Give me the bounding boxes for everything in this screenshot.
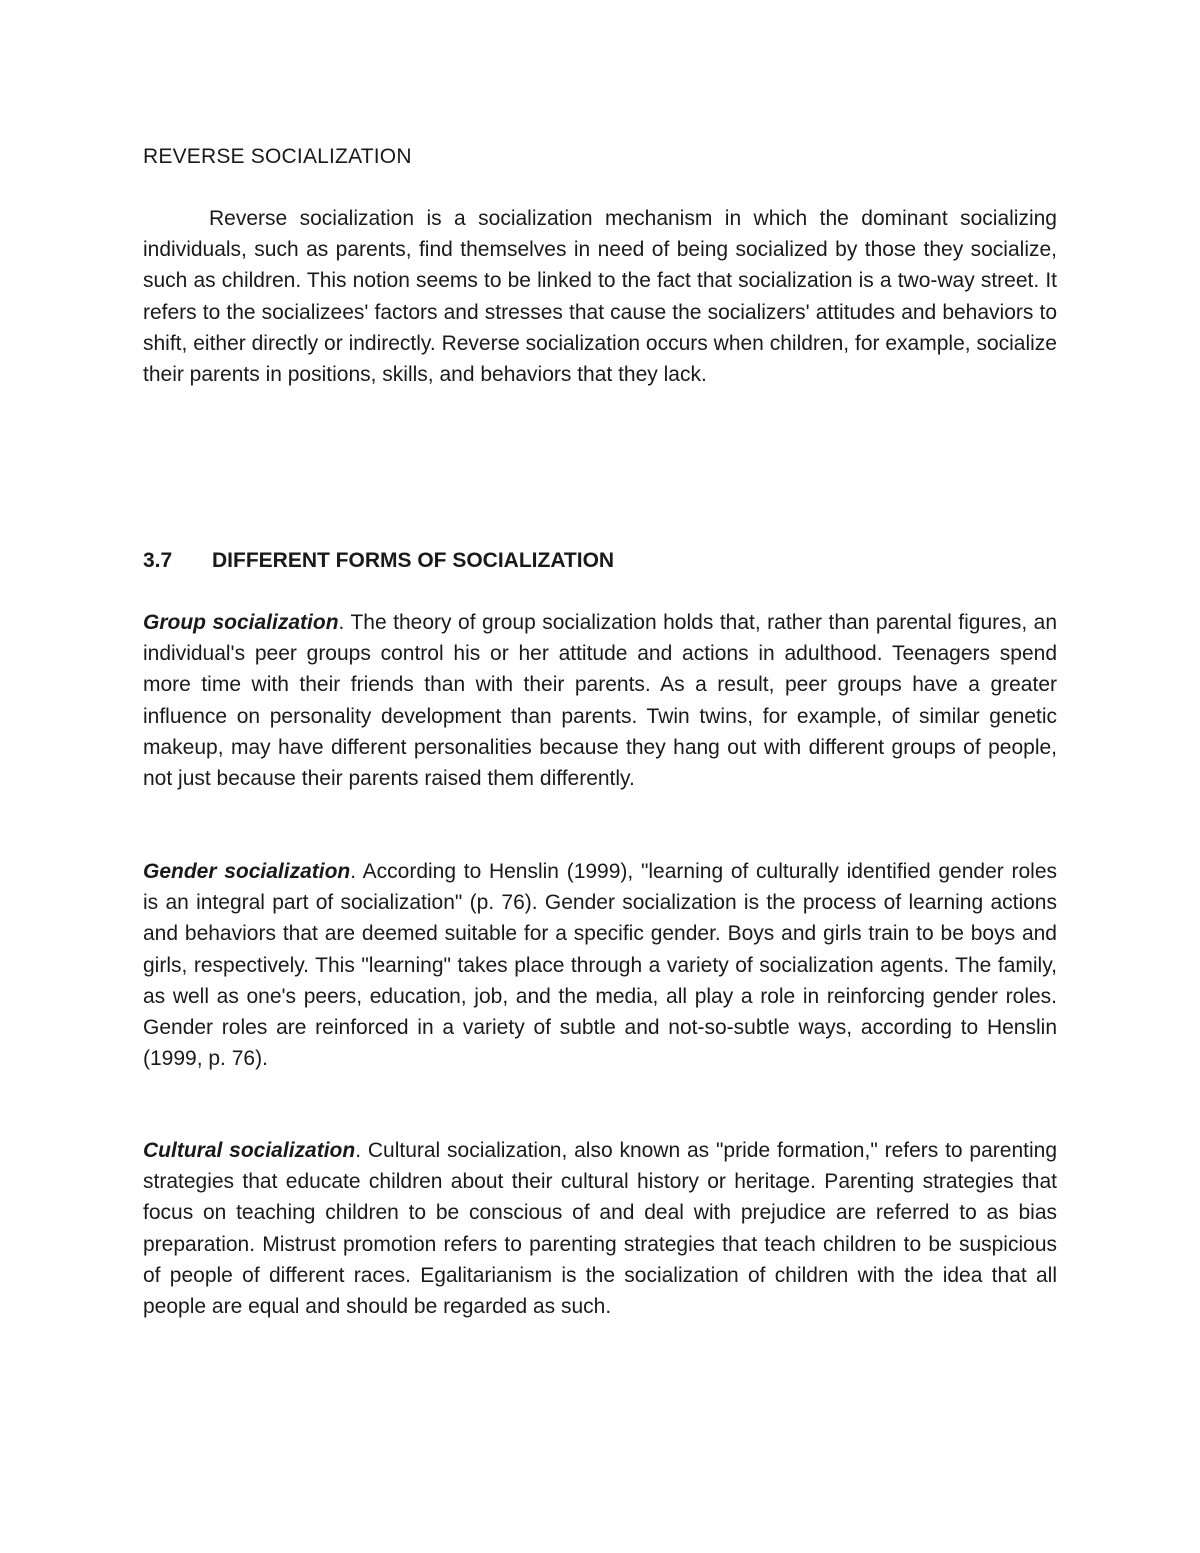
reverse-socialization-heading: REVERSE SOCIALIZATION (143, 145, 412, 168)
reverse-socialization-paragraph: Reverse socialization is a socialization mechanism in which the dominant socializing individuals, such as parents, find themselves in need of being socialized by those they socialize, such as children. This notion seems to be linked to the fact that socialization is a two-way street. It refers to the socializees' factors and stresses that cause the socializers' attitudes and behaviors to shift, either directly or indirectly. Reverse socialization occurs when children, for example, socialize their parents in positions, skills, and behaviors that they lack. (143, 207, 1057, 387)
gender-socialization-paragraph (143, 856, 1057, 1074)
group-socialization-paragraph (143, 607, 1057, 794)
cultural-socialization-paragraph (143, 1135, 1057, 1322)
group-socialization-text: . The theory of group socialization holds that, rather than parental figures, an individual's peer groups control his or her attitude and actions in adulthood. Teenagers spend more time with their friends than with their parents. As a result, peer groups have a greater influence on personality development than parents. Twin twins, for example, of similar genetic makeup, may have different personalities because they hang out with different groups of people, not just because their parents raised them differently. (143, 611, 1058, 791)
section-number: 3.7 (143, 549, 173, 572)
cultural-socialization-text: . Cultural socialization, also known as "pride formation," refers to parenting strategies that educate children about their cultural history or heritage. Parenting strategies that focus on teaching children to be conscious of and deal with prejudice are referred to as bias preparation. Mistrust promotion refers to parenting strategies that teach children to be suspicious of people of different races. Egalitarianism is the socialization of children with the idea that all people are equal and should be regarded as such. (143, 1139, 1058, 1319)
cultural-socialization-term: Cultural socialization (143, 1139, 356, 1162)
section-title: DIFFERENT FORMS OF SOCIALIZATION (212, 549, 615, 572)
gender-socialization-term: Gender socialization (143, 860, 351, 883)
gender-socialization-text: . According to Henslin (1999), "learning of culturally identified gender roles is an integral part of socialization" (p. 76). Gender socialization is the process of learning actions and behaviors that are deemed suitable for a specific gender. Boys and girls train to be boys and girls, respectively. This "learning" takes place through a variety of socialization agents. The family, as well as one's peers, education, job, and the media, all play a role in reinforcing gender roles. Gender roles are reinforced in a variety of subtle and not-so-subtle ways, according to Henslin (1999, p. 76). (143, 860, 1057, 1071)
section-heading (143, 545, 614, 576)
group-socialization-term: Group socialization (143, 611, 339, 634)
